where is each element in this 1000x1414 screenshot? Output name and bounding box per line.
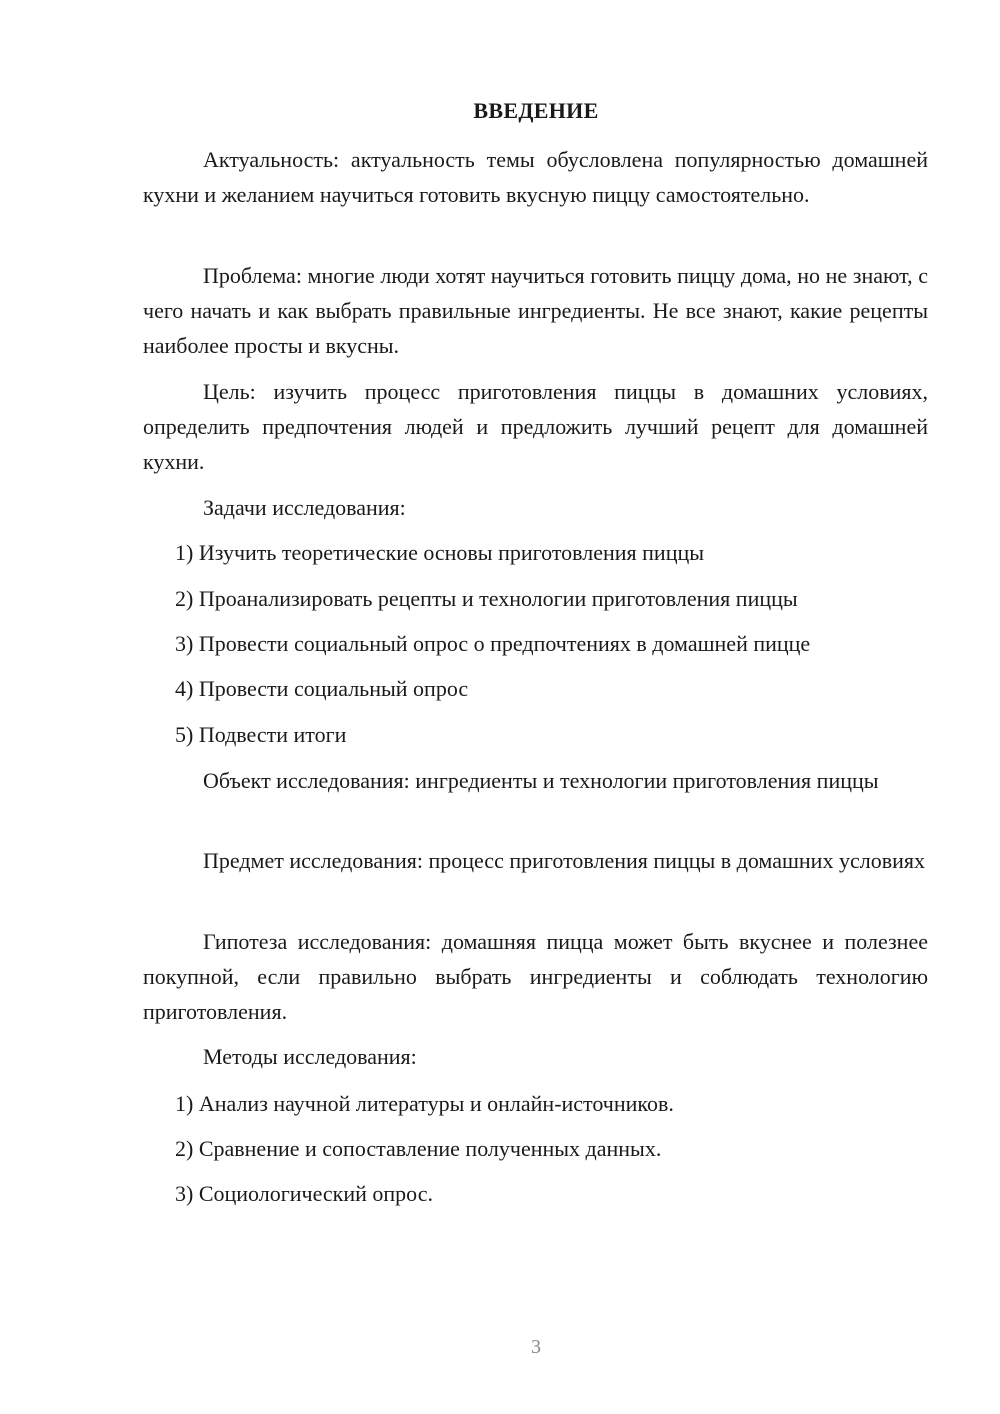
problem-text: Проблема: многие люди хотят научиться готовить пиццу дома, но не знают, с чего начать и как выбрать правильные ингредиенты. Не все знают, какие рецепты наиболее просты и вкусны. [143,263,928,358]
task-item: 4) Провести социальный опрос [175,676,469,701]
problem-paragraph [143,258,928,363]
relevance-paragraph [143,142,928,212]
tasks-title: Задачи исследования: [203,495,406,520]
subject-text: Предмет исследования: процесс приготовления пиццы в домашних условиях [203,848,925,873]
task-item: 5) Подвести итоги [175,722,347,747]
method-item: 2) Сравнение и сопоставление полученных данных. [175,1136,662,1161]
hypothesis-text: Гипотеза исследования: домашняя пицца может быть вкуснее и полезнее покупной, если правильно выбрать ингредиенты и соблюдать технологию приготовления. [143,929,928,1024]
page-number: 3 [531,1336,541,1358]
goal-paragraph [143,374,928,479]
relevance-text: Актуальность: актуальность темы обусловлена популярностью домашней кухни и желанием научиться готовить вкусную пиццу самостоятельно. [143,147,928,207]
methods-title: Методы исследования: [203,1044,417,1069]
method-item: 3) Социологический опрос. [175,1181,433,1206]
goal-text: Цель: изучить процесс приготовления пиццы в домашних условиях, определить предпочтения людей и предложить лучший рецепт для домашней кухни. [143,379,928,474]
object-paragraph [143,763,928,798]
task-item: 2) Проанализировать рецепты и технологии приготовления пиццы [175,586,798,611]
object-text: Объект исследования: ингредиенты и технологии приготовления пиццы [203,768,879,793]
task-item: 1) Изучить теоретические основы приготовления пиццы [175,540,705,565]
method-item: 1) Анализ научной литературы и онлайн-источников. [175,1091,674,1116]
subject-paragraph [143,843,928,878]
task-item: 3) Провести социальный опрос о предпочтениях в домашней пицце [175,631,811,656]
section-heading: ВВЕДЕНИЕ [473,98,599,123]
hypothesis-paragraph [143,924,928,1029]
